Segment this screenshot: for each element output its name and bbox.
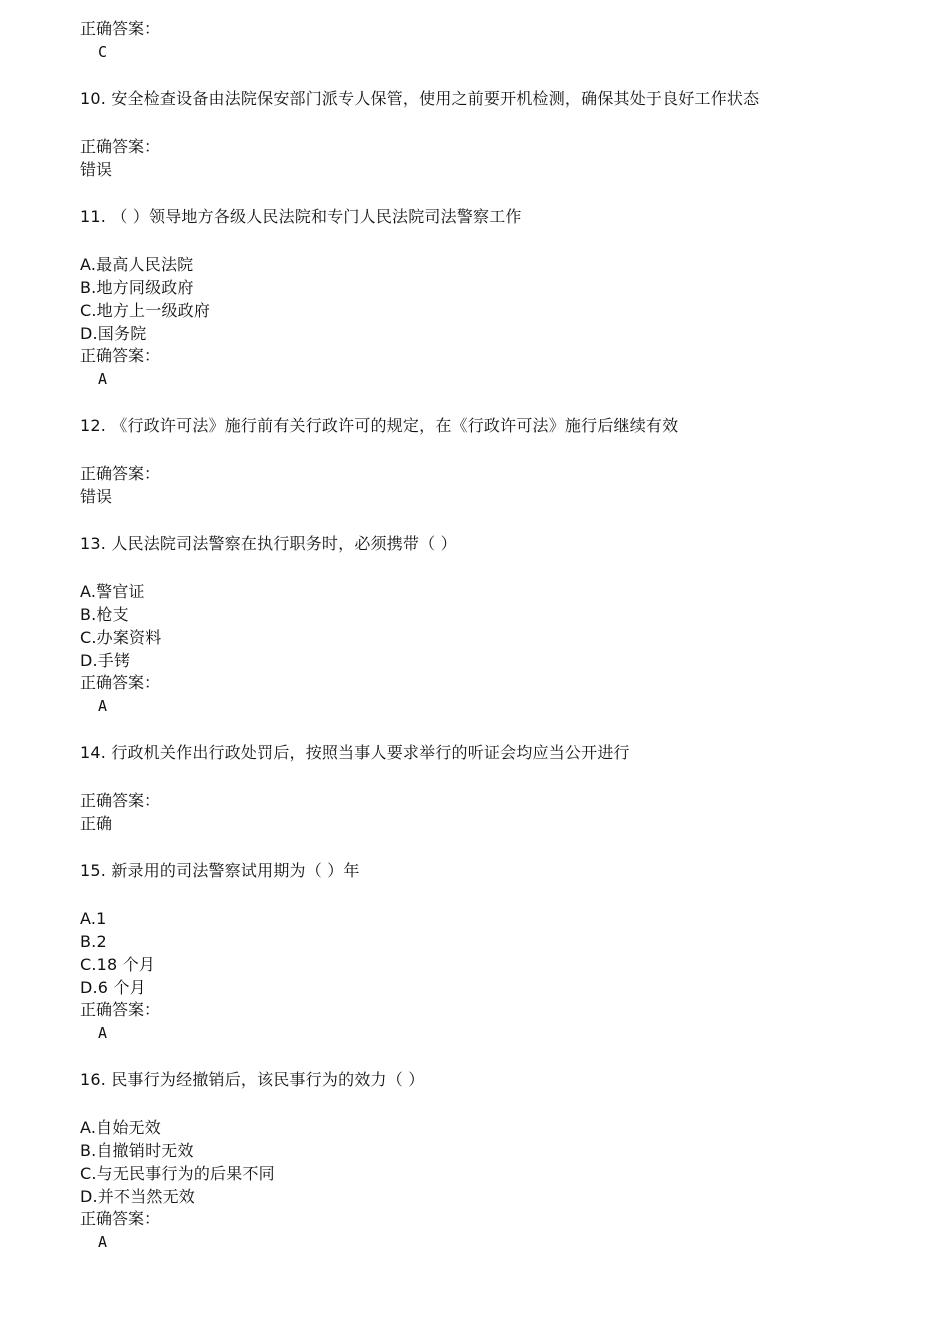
option-c: C.地方上一级政府 <box>80 301 211 320</box>
answer-label: 正确答案： <box>80 791 161 810</box>
answer-value: A <box>98 370 108 388</box>
answer-value: A <box>98 1024 108 1042</box>
answer-value: 错误 <box>80 487 113 506</box>
answer-label: 正确答案： <box>80 464 161 483</box>
option-a: A.最高人民法院 <box>80 255 194 274</box>
question-text: 15. 新录用的司法警察试用期为（ ）年 <box>80 861 360 880</box>
option-b: B.地方同级政府 <box>80 278 194 297</box>
option-a: A.1 <box>80 909 107 928</box>
answer-label: 正确答案： <box>80 1209 161 1228</box>
option-b: B.自撤销时无效 <box>80 1141 194 1160</box>
answer-value: A <box>98 1233 108 1251</box>
answer-label: 正确答案： <box>80 346 161 365</box>
answer-value: 错误 <box>80 160 113 179</box>
option-d: D.手铐 <box>80 651 131 670</box>
option-d: D.6 个月 <box>80 978 146 997</box>
option-a: A.警官证 <box>80 582 145 601</box>
answer-label: 正确答案： <box>80 137 161 156</box>
option-c: C.办案资料 <box>80 628 162 647</box>
option-b: B.枪支 <box>80 605 129 624</box>
question-text: 10. 安全检查设备由法院保安部门派专人保管，使用之前要开机检测，确保其处于良好工作状态 <box>80 89 760 108</box>
option-c: C.18 个月 <box>80 955 156 974</box>
option-d: D.国务院 <box>80 324 147 343</box>
answer-label: 正确答案： <box>80 673 161 692</box>
question-text: 16. 民事行为经撤销后，该民事行为的效力（ ） <box>80 1070 425 1089</box>
answer-value: C <box>98 43 108 61</box>
question-text: 12. 《行政许可法》施行前有关行政许可的规定，在《行政许可法》施行后继续有效 <box>80 416 679 435</box>
option-c: C.与无民事行为的后果不同 <box>80 1164 275 1183</box>
answer-value: 正确 <box>80 814 113 833</box>
answer-value: A <box>98 697 108 715</box>
option-d: D.并不当然无效 <box>80 1187 196 1206</box>
question-text: 13. 人民法院司法警察在执行职务时，必须携带（ ） <box>80 534 457 553</box>
answer-label: 正确答案： <box>80 19 161 38</box>
answer-label: 正确答案： <box>80 1000 161 1019</box>
option-a: A.自始无效 <box>80 1118 161 1137</box>
question-text: 11. （ ）领导地方各级人民法院和专门人民法院司法警察工作 <box>80 207 522 226</box>
option-b: B.2 <box>80 932 107 951</box>
question-text: 14. 行政机关作出行政处罚后，按照当事人要求举行的听证会均应当公开进行 <box>80 743 630 762</box>
